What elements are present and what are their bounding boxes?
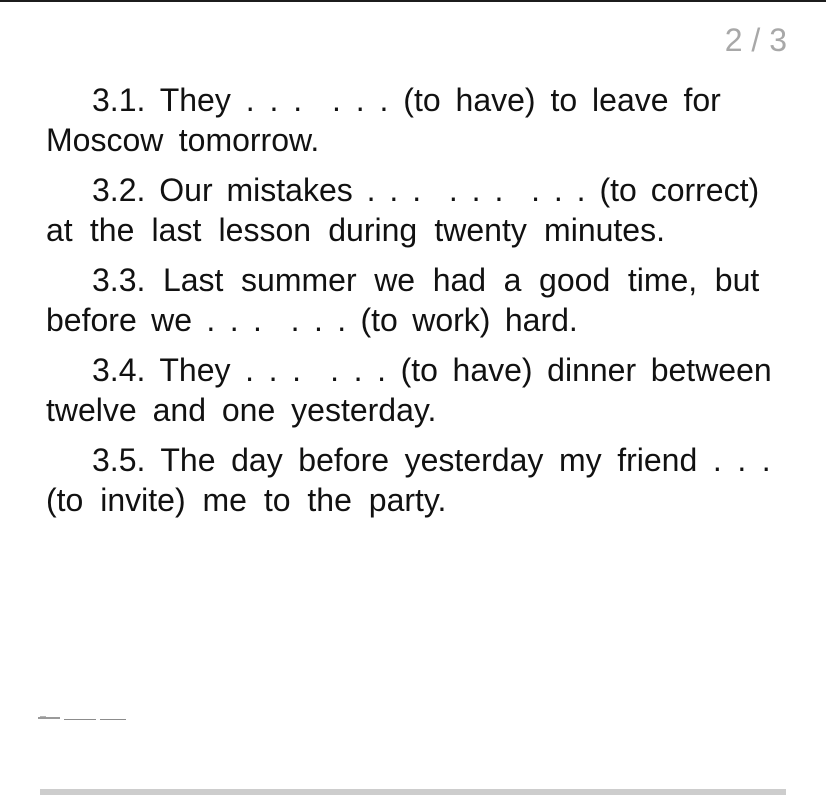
exercise-line: 3.4. They . . . . . . (to have) dinner between	[92, 352, 772, 388]
exercise-list	[46, 80, 772, 530]
page-bottom-divider	[40, 789, 786, 795]
top-edge-line	[0, 0, 826, 2]
exercise-line: twelve and one yesterday.	[46, 392, 437, 428]
footer-note-mark	[36, 711, 130, 725]
exercise-line: 3.5. The day before yesterday my friend . . .	[92, 442, 771, 478]
exercise-item	[46, 170, 772, 250]
page-indicator: 2 / 3	[724, 22, 787, 58]
exercise-item	[46, 260, 772, 340]
exercise-line: 3.1. They . . . . . . (to have) to leave for	[92, 82, 721, 118]
footer-note-scribble	[36, 711, 130, 725]
exercise-line: 3.2. Our mistakes . . . . . . . . . (to correct)	[92, 172, 760, 208]
exercise-line: (to invite) me to the party.	[46, 482, 447, 518]
exercise-line: at the last lesson during twenty minutes.	[46, 212, 665, 248]
exercise-line: before we . . . . . . (to work) hard.	[46, 302, 578, 338]
exercise-item	[46, 80, 772, 160]
exercise-item	[46, 440, 772, 520]
exercise-line: 3.3. Last summer we had a good time, but	[92, 262, 760, 298]
exercise-item	[46, 350, 772, 430]
exercise-line: Moscow tomorrow.	[46, 122, 320, 158]
